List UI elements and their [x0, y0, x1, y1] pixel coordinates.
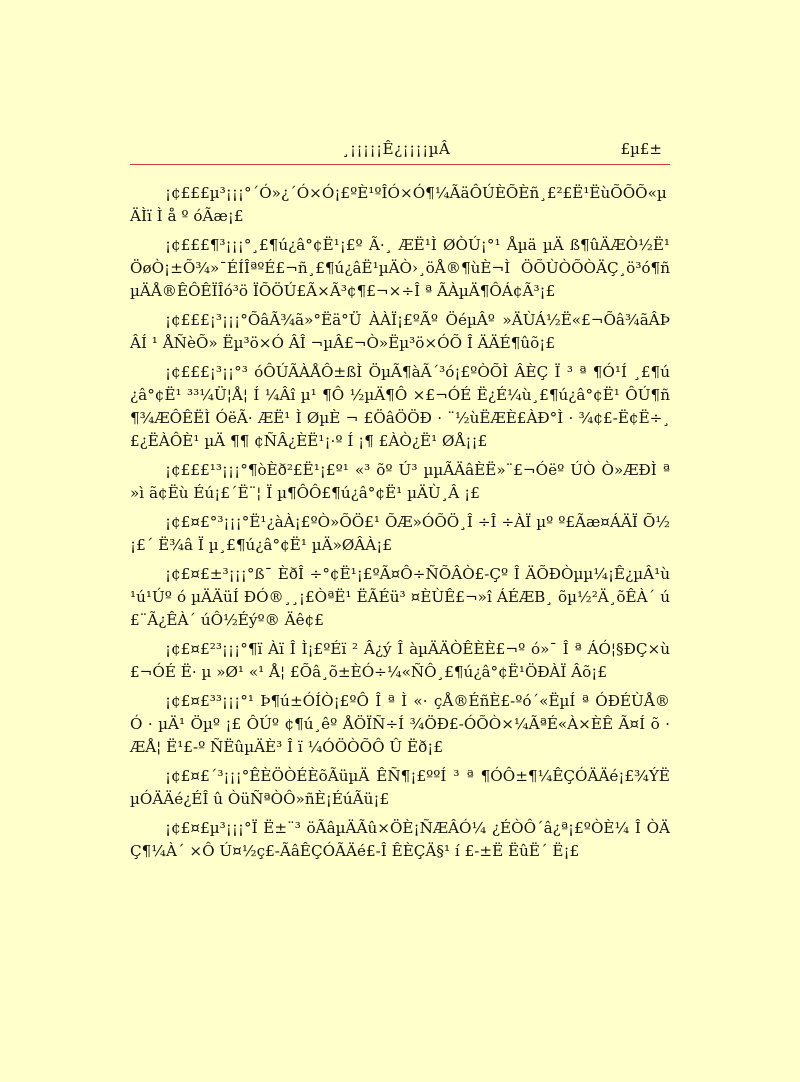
- page-number: £µ£±: [620, 140, 662, 158]
- paragraph: ¡¢£¤£°³¡¡¡°Ë¹¿àÀ¡£ºÒ»ÕÖ£¹ ÕÆ»ÓÕÖ¸Î ÷Î ÷ÀÏ µº º£Ãæ¤ÁÄÏ Õ½¡£´ Ë¾â Ï µ¸£¶ú¿â°¢Ë¹ µÄ»ØÂÀ¡£: [130, 513, 670, 554]
- running-header: [130, 130, 670, 165]
- body-text: [130, 182, 670, 869]
- paragraph: ¡¢£££µ³¡¡¡°´Ó»¿´Ó×Ó¡£ºÈ¹ºÎÓ×Ó¶¼ÃäÔÚÈÕÈñ¸£²£Ë¹ËùÕÕÕ«µÄÌï Ì å º óÃæ¡£: [130, 184, 667, 225]
- paragraph: ¡¢£££¶³¡¡¡°¸£¶ú¿â°¢Ë¹¡£º Ã·¸ ÆË¹Ì ØÒÚ¡°¹ Åµä µÄ ß¶ûÄÆÒ½Ë¹ÖøÒ¡±Õ¾»¯ÉÍÎªºÉ£¬ñ¸£¶ú¿âË¹µÄÒ›¸öÅ®¶ùÈ¬Ì ÖÕÙÒÕÒÄÇ¸ö³ó¶ñµÄÅ®ÊÔÊÏÎó³ö ÏÕÖÚ£Ã×Ã³¢¶£¬×÷Î ª ÃÀµÄ¶ÔÁ¢Ã³¡£: [130, 236, 670, 300]
- paragraph: ¡¢£¤£³³¡¡¡°¹ Þ¶ú±ÓÍÒ¡£ºÔ Î ª Ì «· çÅ®ÉñÈ£-ºó´«ËµÍ ª ÓÐÉÙÅ®Ó · µÄ¹ Öµº ¡£ ÔÚº ¢¶ú¸êº ÅÖÏÑ÷Í ¾ÖÐ£-ÓÕÒ×¼ÃªÉ«À×ÈÊ Ã¤Í õ · ÆÅ¦ Ë¹£-º ÑËûµÄÈ³ Î ï ¼ÓÖÒÕÔ Û Ëð¡£: [130, 692, 670, 756]
- paragraph: ¡¢£££¡³¡¡°³ óÔÚÃÀÅÔ±ßÌ ÖµÃ¶àÃ´³ó¡£ºÒÕÌ ÂÈÇ Ï ³ ª ¶Ó¹Í ¸£¶ú¿â°¢Ë¹ ³³¼Ü¦Å¦ Í ¼Âî µ¹ ¶Ô ½µÄ¶Ô ×£¬ÓÉ Ë¿É¼ù¸£¶ú¿â°¢Ë¹ ÔÚ¶ñ¶¾ÆÔÊËÌ ÓëÃ· ÆË¹ Ì ØµÈ ¬ £ÖâÖÖÐ · ¨½ùËÆÈ£ÀÐ°Ì · ¾¢£-Ë¢Ë÷¸£¿ËÀÔÈ¹ µÄ ¶¶ ¢ÑÂ¿ÈË¹¡·º Í ¡¶ £ÀÒ¿Ë¹ ØÅ¡¡£: [130, 363, 670, 450]
- header-title: ¸¡¡¡¡¡Ê¿¡¡¡¡µÂ: [342, 140, 451, 158]
- paragraph: ¡¢£¤£±³¡¡¡°ß¯ ÈðÎ ÷°¢Ë¹¡£ºÃ¤Ô÷ÑÕÂÒ£-Çº Î ÄÕÐÒµµ¼¡Ê¿µÂ¹ù¹ú¹Úº ó µÄÄüÍ ÐÓ®¸¸¡£ÒªË¹ ËÃÉü³ ¤ÈÙÊ£¬»î ÁÉÆB¸ õµ½²Ä¸õÊÀ´ ú £¨Ã¿ÊÀ´ úÔ½Éýº® Äê¢£: [130, 565, 670, 629]
- paragraph: ¡¢£¤£²³¡¡¡°¶ï Àï Î Ì¡£ºÉï ² Â¿ý Î àµÄÄÒÊÈÈ£¬º ó»¯ Î ª ÁÓ¦§ÐÇ×ù£¬ÓÉ Ë· µ »Ø¹ «¹ Å¦ £Õâ¸õ±ÈÓ÷¼«ÑÔ¸£¶ú¿â°¢Ë¹ÖÐÀÏ Âõ¡£: [130, 640, 670, 681]
- paragraph: ¡¢£££¡³¡¡¡°ÕâÃ¾ã»°Ëä°Ü ÀÀÏ¡£ºÃº ÖéµÂº »ÄÙÁ½Ë«£¬Õâ¾ãÂÞÂÍ ¹ ÅÑèÕ» Ëµ³ö×Ó ÂÎ ¬µÂ£¬Ò»Ëµ³ö×ÓÕ Î ÄÄÉ¶ûõ¡£: [130, 311, 670, 352]
- paragraph: ¡¢£¤£µ³¡¡¡°Ï Ë±¨³ öÃâµÄÃû×ÖÈ¡ÑÆÂÓ¼ ¿ÉÒÔ´â¿ª¡£ºÒÈ¼ Î ÒÄÇ¶¼À´ ×Ô Ú¤½ç£-ÃâÊÇÓÃÄé£-Î ÊÈÇÄ§¹ í £-±Ë ËûË´ Ë¡£: [130, 819, 670, 860]
- paragraph: ¡¢£££¹³¡¡¡°¶òÈð²£Ë¹¡£º¹ «³ õº Ú³ µµÃÄâÈË»¨£¬Óëº ÚÒ Ò»ÆÐÌ ª »ì ã¢Ëù Éú¡£´Ë¨¦ Ï µ¶ÔÔ£¶ú¿â°¢Ë¹ µÄÙ¸Â ¡£: [130, 461, 670, 502]
- paragraph: ¡¢£¤£´³¡¡¡°ÊÈÖÒÉÈõÃüµÄ ÊÑ¶¡£ººÍ ³ ª ¶ÓÔ±¶¼ÊÇÓÄÄé¡£¾ÝËµÓÄÄé¿ÉÎ û ÒüÑªÒÔ»ñÈ¡ÉúÃü¡£: [130, 767, 670, 808]
